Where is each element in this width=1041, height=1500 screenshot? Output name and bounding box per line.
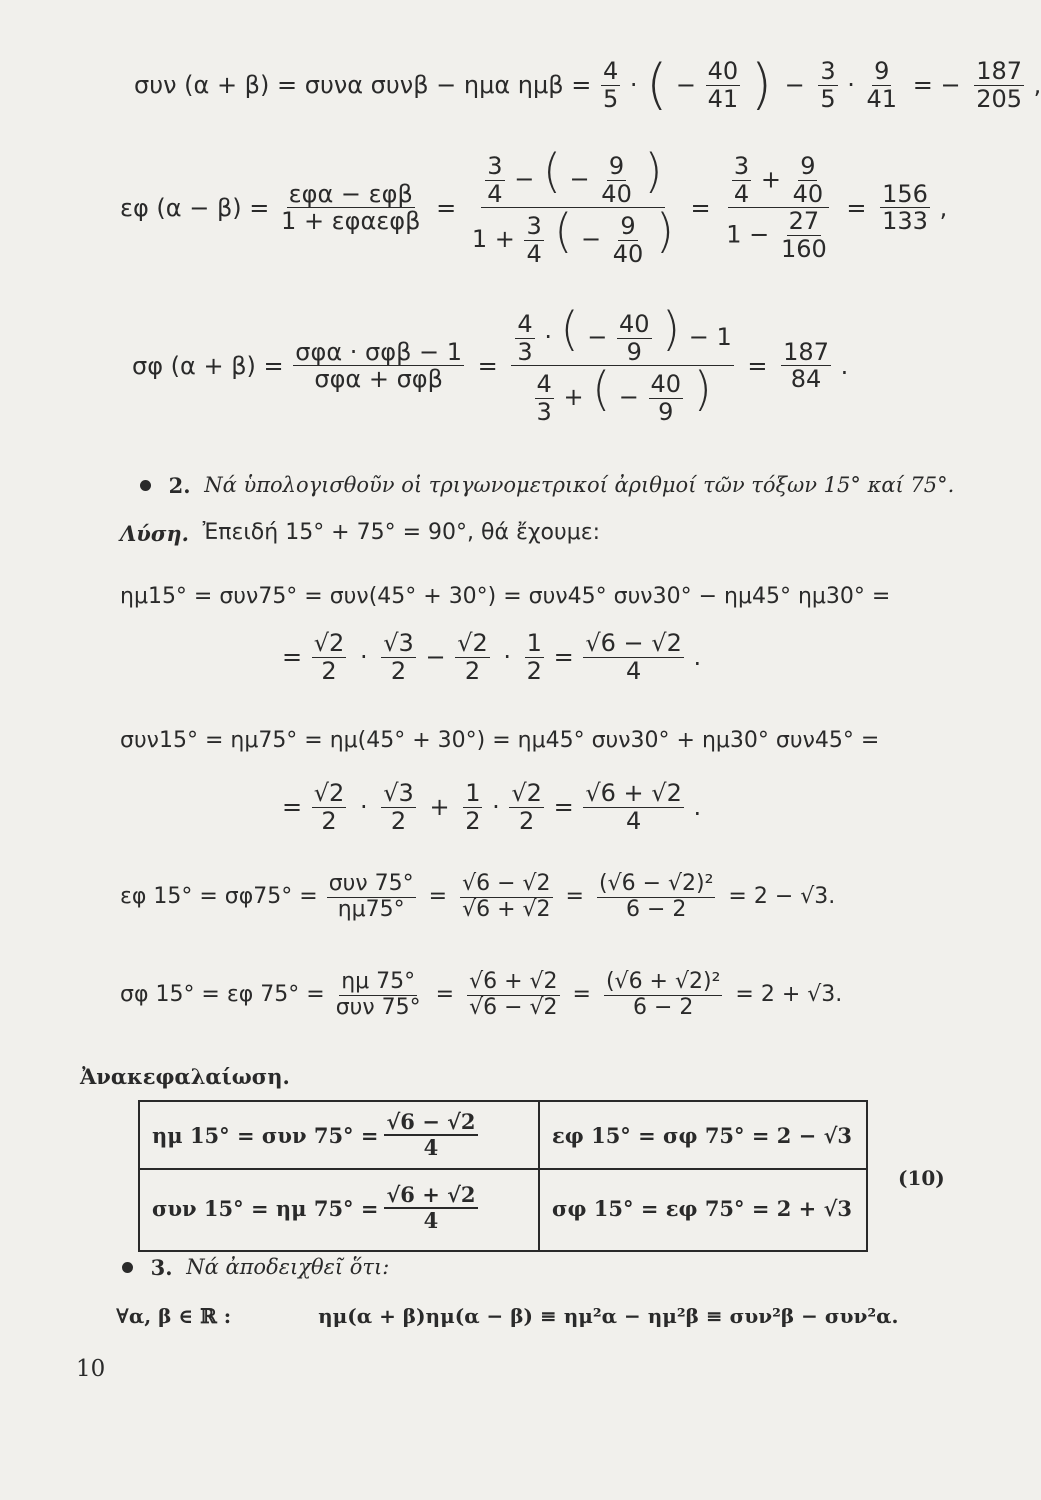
fraction: $\frac{√3}{2}$ [383,629,414,685]
eq1-lhs: συν (α + β) = συνα συνβ − ημα ημβ = [134,71,592,100]
fraction: $\frac{\text{(√6 + √2)²}}{6 - 2}$ [605,969,721,1020]
cos15-expansion: συν15° = ημ75° = ημ(45° + 30°) = ημ45° συν30° + ημ30° συν45° = [120,728,880,753]
fraction: $\frac{√2}{2}$ [457,629,488,685]
table-cell-tan15: εφ 15° = σφ 75° = 2 − √3 [552,1122,852,1148]
fraction: $\frac{\text{(√6 − √2)²}}{6 - 2}$ [598,871,714,922]
cos15-result: = $\frac{√2}{2}$ · $\frac{√3}{2}$ + $\frac{1}{2}$ · $\frac{√2}{2}$ = $\frac{√6 + √2}{4}$ . [282,779,702,835]
solution-line [120,520,600,544]
tan15-lhs: εφ 15° = σφ75° = [120,884,318,910]
summary-title: Ἀνακεφαλαίωση. [80,1064,290,1089]
result-fraction: $\frac{156}{133}$ [882,179,928,236]
equation-cot-sum [132,302,849,426]
identity-quantifier: ∀α, β ∈ ℝ : [116,1303,232,1328]
table-cell-cot15: σφ 15° = εφ 75° = 2 + √3 [552,1195,852,1221]
cot15-line: σφ 15° = εφ 75° = $\frac{\eta\mu 75^\circ}{\text{συν 75°}}$ = $\frac{√6 + √2}{√6 - √2}$ = $\frac{\text{(√6 + √2)²}}{6 - 2}$ = 2 + √3. [120,969,843,1020]
sin15-result: = $\frac{√2}{2}$ · $\frac{√3}{2}$ − $\frac{√2}{2}$ · $\frac{1}{2}$ = $\frac{√6 - √2}{4}$ . [282,629,702,685]
table-cell-sin15: ημ 15° = συν 75° = $\frac{√6 - √2}{4}$ [152,1109,476,1160]
dot: · [629,71,638,100]
equation-tan-diff [120,144,948,268]
equation-label: (10) [898,1166,945,1190]
fraction: $\frac{√6 + √2}{√6 - √2}$ [469,969,558,1020]
equation-cos-sum [134,53,1041,117]
fraction: $\frac{\eta\mu 75^\circ}{\text{συν 75°}}$ [335,969,421,1020]
period: . [840,351,849,380]
solution-text: Ἐπειδή 15° + 75° = 90°, θά ἔχουμε: [202,520,601,545]
tan15-line: εφ 15° = σφ75° = $\frac{\text{συν 75°}}{\eta\mu 75^\circ}$ = $\frac{√6 - √2}{√6 + √2}$ = $\frac{\text{(√6 − √2)²}}{6 - 2}$ = 2 − √3. [120,871,836,922]
bullet-icon [140,480,151,491]
sin15-line [120,586,890,608]
paren: ( [646,53,668,117]
fraction: $\frac{\text{σφα · σφβ − 1}}{\text{σφα + σφβ}}$ [295,337,463,394]
fraction: $\frac{4}{5}$ [602,57,619,113]
compound-fraction: $\frac{3}{4}$ + $\frac{9}{40}$ 1 − $\frac{27}{160}$ [724,153,832,264]
exercise-3-identity [116,1304,898,1326]
table-cell-cos15: συν 15° = ημ 75° = $\frac{√6 + √2}{4}$ [152,1182,476,1233]
equals: = − [912,71,961,100]
fraction: $\frac{√2}{2}$ [511,779,542,835]
minus: − [675,71,697,100]
paren: ) [750,53,772,117]
eq3-lhs: σφ (α + β) = [132,351,284,380]
exercise-number: 3. [150,1254,173,1280]
identity-expression: ημ(α + β)ημ(α − β) ≡ ημ²α − ημ²β ≡ συν²β − συν²α. [318,1303,899,1328]
compound-fraction: $\frac{4}{3}$ · ( − $\frac{40}{9}$ ) − 1 $\frac{4}{3}$ + ( − $\frac{40}{9}$ ) [511,306,733,426]
dot: · [847,71,855,100]
cot15-result: = 2 + √3. [735,982,843,1008]
sin15-expansion: ημ15° = συν75° = συν(45° + 30°) = συν45° συν30° − ημ45° ημ30° = [120,584,891,609]
equals: = [477,351,498,380]
equals: = [846,193,867,222]
result-fraction: $\frac{√6 - √2}{4}$ [585,629,682,685]
bullet-icon [122,1262,133,1273]
equals: = [747,351,768,380]
compound-fraction: $\frac{3}{4}$ − ( − $\frac{9}{40}$ ) 1 + $\frac{3}{4}$ ( − $\frac{9}{40}$ ) [471,144,674,268]
cot15-lhs: σφ 15° = εφ 75° = [120,982,325,1008]
eq2-lhs: εφ (α − β) = [120,193,270,222]
minus: − [784,71,805,100]
cos15-line [120,730,879,752]
fraction: $\frac{1}{2}$ [526,629,542,685]
comma: , [939,193,948,222]
comma: , [1033,71,1041,100]
summary-table [138,1100,868,1252]
fraction: $\frac{1}{2}$ [465,779,481,835]
solution-label: Λύση. [120,520,189,546]
exercise-2-heading [140,472,954,496]
exercise-text: Νά ἀποδειχθεῖ ὅτι: [186,1254,390,1279]
fraction: $\frac{√3}{2}$ [383,779,414,835]
equals: = [436,193,457,222]
result-fraction: $\frac{187}{205}$ [976,57,1023,113]
fraction: $\frac{40}{41}$ [707,57,739,113]
fraction: $\frac{√2}{2}$ [313,779,345,835]
exercise-3-heading [122,1254,389,1278]
exercise-number: 2. [168,472,191,498]
fraction: $\frac{√6 - √2}{√6 + √2}$ [462,871,551,922]
fraction: $\frac{\text{εφα − εφβ}}{\text{1 + εφαεφβ}}$ [281,179,421,236]
exercise-text: Νά ὑπολογισθοῦν οἱ τριγωνομετρικοί ἀριθμοί τῶν τόξων 15° καί 75°. [204,472,955,497]
fraction: $\frac{√2}{2}$ [313,629,345,685]
tan15-result: = 2 − √3. [728,884,836,910]
fraction: $\frac{9}{41}$ [866,57,898,113]
result-fraction: $\frac{187}{84}$ [783,337,829,394]
fraction: $\frac{\text{συν 75°}}{\eta\mu 75^\circ}$ [328,871,414,922]
result-fraction: $\frac{√6 + √2}{4}$ [585,779,682,835]
page-number: 10 [76,1356,106,1382]
fraction: $\frac{3}{5}$ [820,57,836,113]
equals: = [690,193,711,222]
